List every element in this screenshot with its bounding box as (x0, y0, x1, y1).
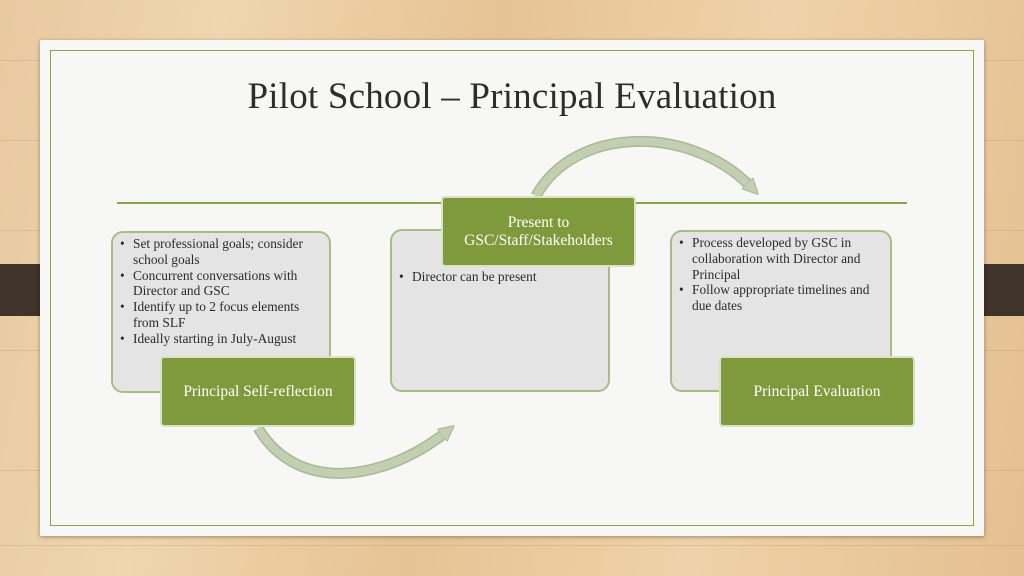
step1-bullet: • Set professional goals; consider school goals (133, 236, 323, 268)
step1-bullet: • Identify up to 2 focus elements from SLF (133, 299, 323, 331)
step1-label: Principal Self-reflection (160, 356, 356, 427)
step1-bullet: • Concurrent conversations with Director and GSC (133, 268, 323, 300)
step2-bullet: • Director can be present (412, 269, 602, 285)
step1-bullet: • Ideally starting in July-August (133, 331, 323, 347)
slide (40, 40, 984, 536)
arrow-step2-to-step3 (536, 141, 750, 196)
step3-label: Principal Evaluation (719, 356, 915, 427)
slide-title: Pilot School – Principal Evaluation (247, 76, 777, 117)
step2-label: Present to GSC/Staff/Stakeholders (441, 196, 636, 267)
step3-bullet: • Process developed by GSC in collaboration with Director and Principal (692, 235, 888, 282)
step3-bullet: • Follow appropriate timelines and due dates (692, 282, 888, 314)
